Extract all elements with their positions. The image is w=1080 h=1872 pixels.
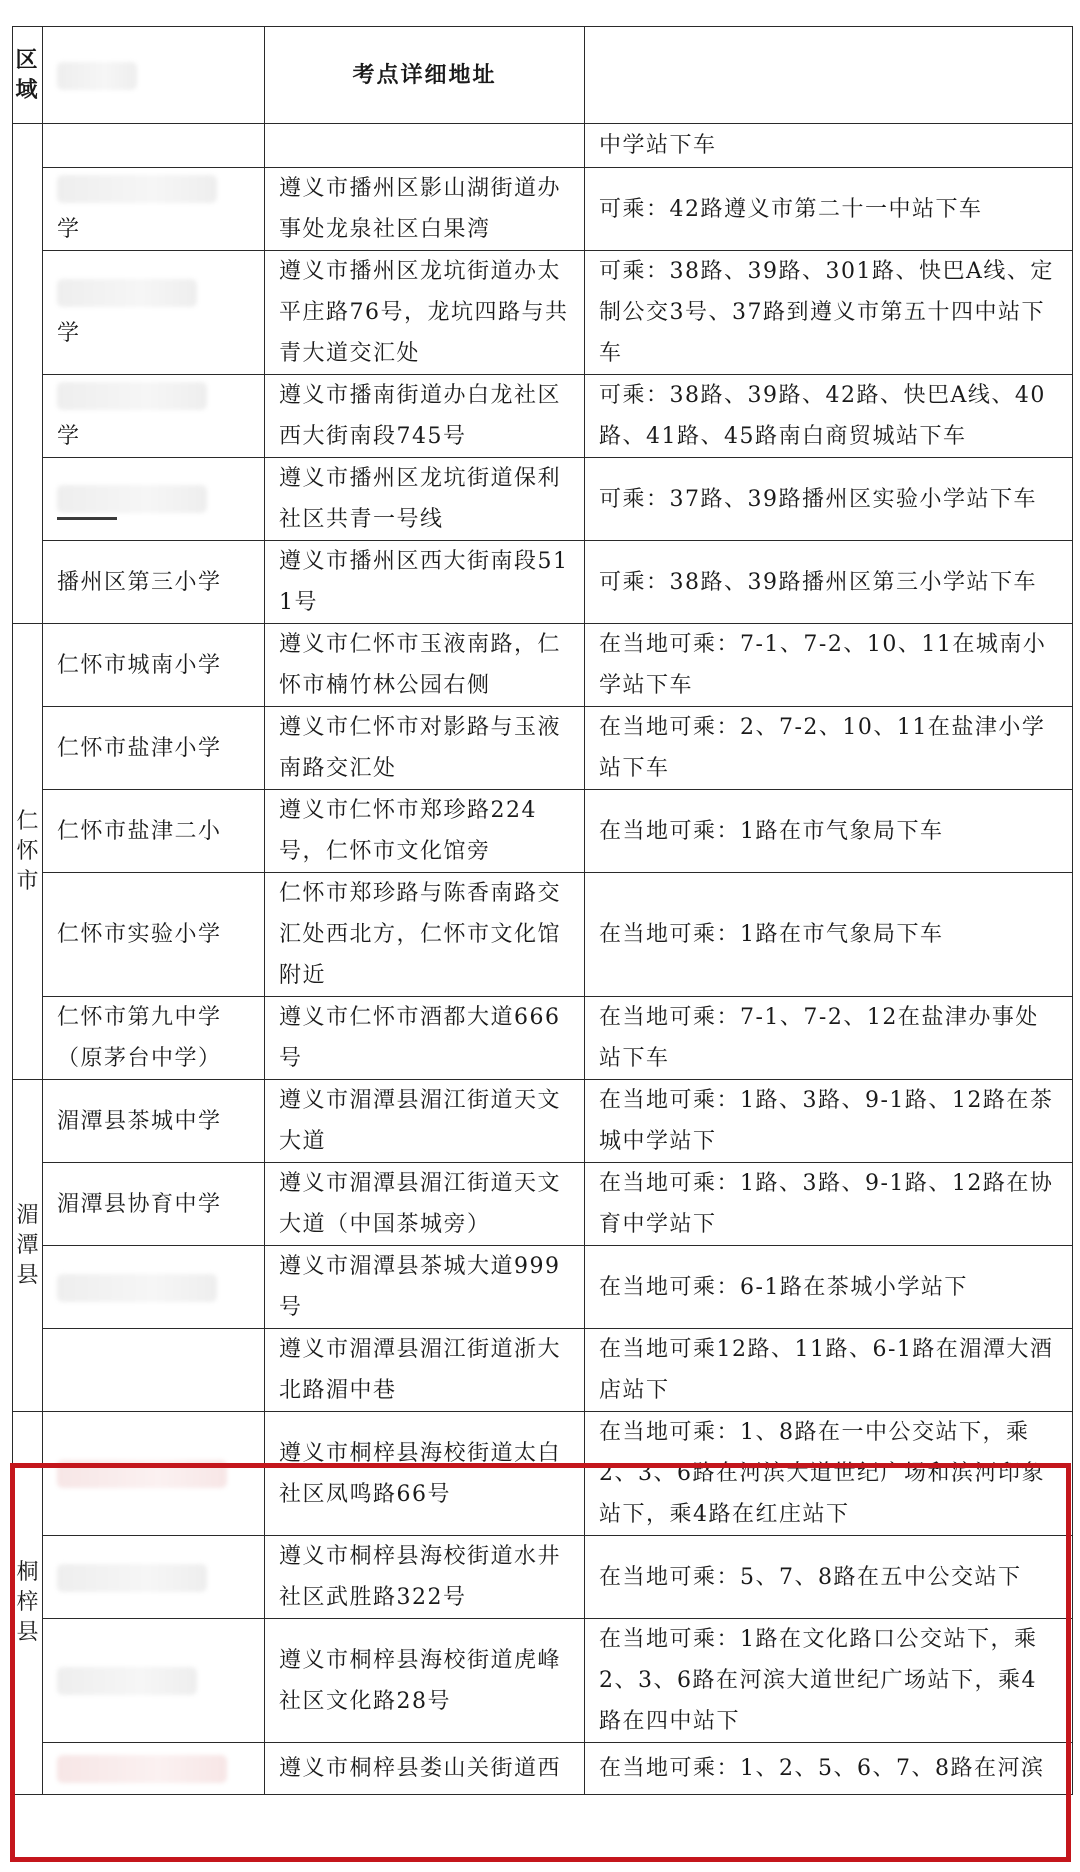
school-name: 湄潭县协育中学 (43, 1163, 265, 1246)
transit-info: 在当地可乘：5、7、8路在五中公交站下 (585, 1536, 1073, 1619)
school-name: 播州区第三小学 (43, 541, 265, 624)
school-name: 学 (43, 251, 265, 375)
school-name (43, 1536, 265, 1619)
school-name (43, 1412, 265, 1536)
school-header-blurred (43, 27, 265, 124)
transit-info: 在当地可乘：1路在市气象局下车 (585, 790, 1073, 873)
venue-address: 遵义市桐梓县娄山关街道西 (265, 1743, 585, 1795)
table-row (13, 873, 1073, 997)
table-row (13, 124, 1073, 168)
transit-info: 在当地可乘：1、2、5、6、7、8路在河滨 (585, 1743, 1073, 1795)
table-row (13, 1412, 1073, 1536)
exam-venue-table-page (12, 26, 1072, 1795)
venue-address: 遵义市播州区西大街南段511号 (265, 541, 585, 624)
venue-address: 遵义市仁怀市酒都大道666号 (265, 997, 585, 1080)
exam-venue-table (12, 26, 1073, 1795)
school-name: 仁怀市第九中学（原茅台中学） (43, 997, 265, 1080)
school-name: 湄潭县茶城中学 (43, 1080, 265, 1163)
venue-address: 遵义市播州区影山湖街道办事处龙泉社区白果湾 (265, 168, 585, 251)
school-name: 学 (43, 375, 265, 458)
venue-address: 遵义市湄潭县湄江街道天文大道（中国茶城旁） (265, 1163, 585, 1246)
school-name (43, 458, 265, 541)
transit-info: 可乘：38路、39路、301路、快巴A线、定制公交3号、37路到遵义市第五十四中站下车 (585, 251, 1073, 375)
transit-info: 在当地可乘：1、8路在一中公交站下，乘2、3、6路在河滨大道世纪广场和滨河印象站下，乘4路在红庄站下 (585, 1412, 1073, 1536)
venue-address: 遵义市湄潭县湄江街道浙大北路湄中巷 (265, 1329, 585, 1412)
venue-address: 遵义市桐梓县海校街道太白社区凤鸣路66号 (265, 1412, 585, 1536)
transit-info: 在当地可乘：6-1路在茶城小学站下 (585, 1246, 1073, 1329)
table-row (13, 1080, 1073, 1163)
venue-address: 仁怀市郑珍路与陈香南路交汇处西北方，仁怀市文化馆附近 (265, 873, 585, 997)
table-header-row (13, 27, 1073, 124)
venue-address: 遵义市仁怀市郑珍路224号，仁怀市文化馆旁 (265, 790, 585, 873)
transit-info: 可乘：38路、39路播州区第三小学站下车 (585, 541, 1073, 624)
school-name (43, 1246, 265, 1329)
region-header: 区域 (13, 27, 43, 124)
region-cell-bozhou (13, 124, 43, 624)
table-row (13, 541, 1073, 624)
table-row (13, 375, 1073, 458)
transit-info: 在当地可乘：7-1、7-2、10、11在城南小学站下车 (585, 624, 1073, 707)
table-row (13, 624, 1073, 707)
transit-header-blurred (585, 27, 1073, 124)
transit-info: 在当地可乘：7-1、7-2、12在盐津办事处站下车 (585, 997, 1073, 1080)
school-name: 仁怀市盐津二小 (43, 790, 265, 873)
table-row (13, 1743, 1073, 1795)
venue-address: 遵义市湄潭县茶城大道999号 (265, 1246, 585, 1329)
table-row (13, 1246, 1073, 1329)
transit-info: 可乘：37路、39路播州区实验小学站下车 (585, 458, 1073, 541)
region-cell-renhuai: 仁怀市 (13, 624, 43, 1080)
venue-address: 遵义市播州区龙坑街道办太平庄路76号，龙坑四路与共青大道交汇处 (265, 251, 585, 375)
school-name: 仁怀市盐津小学 (43, 707, 265, 790)
transit-info: 在当地可乘：1路在市气象局下车 (585, 873, 1073, 997)
table-row (13, 997, 1073, 1080)
transit-info: 可乘：38路、39路、42路、快巴A线、40路、41路、45路南白商贸城站下车 (585, 375, 1073, 458)
school-name (43, 1329, 265, 1412)
address-header: 考点详细地址 (265, 27, 585, 124)
transit-info: 在当地可乘：1路、3路、9-1路、12路在协育中学站下 (585, 1163, 1073, 1246)
table-row (13, 458, 1073, 541)
transit-info: 在当地可乘：1路在文化路口公交站下，乘2、3、6路在河滨大道世纪广场站下，乘4路在四中站下 (585, 1619, 1073, 1743)
venue-address: 遵义市播州区龙坑街道保利社区共青一号线 (265, 458, 585, 541)
table-row (13, 707, 1073, 790)
transit-info: 在当地可乘：1路、3路、9-1路、12路在茶城中学站下 (585, 1080, 1073, 1163)
venue-address: 遵义市播南街道办白龙社区西大街南段745号 (265, 375, 585, 458)
venue-address (265, 124, 585, 168)
venue-address: 遵义市仁怀市玉液南路，仁怀市楠竹林公园右侧 (265, 624, 585, 707)
region-cell-meitan: 湄潭县 (13, 1080, 43, 1412)
school-name: 学 (43, 168, 265, 251)
transit-info: 在当地可乘：2、7-2、10、11在盐津小学站下车 (585, 707, 1073, 790)
school-name: 仁怀市实验小学 (43, 873, 265, 997)
venue-address: 遵义市仁怀市对影路与玉液南路交汇处 (265, 707, 585, 790)
transit-info: 可乘：42路遵义市第二十一中站下车 (585, 168, 1073, 251)
school-name (43, 1619, 265, 1743)
table-row (13, 251, 1073, 375)
table-row (13, 1536, 1073, 1619)
school-name: 仁怀市城南小学 (43, 624, 265, 707)
table-row (13, 1329, 1073, 1412)
venue-address: 遵义市湄潭县湄江街道天文大道 (265, 1080, 585, 1163)
table-row (13, 790, 1073, 873)
table-row (13, 1163, 1073, 1246)
region-cell-tongzi: 桐梓县 (13, 1412, 43, 1795)
table-row (13, 168, 1073, 251)
transit-info: 在当地可乘12路、11路、6-1路在湄潭大酒店站下 (585, 1329, 1073, 1412)
school-name (43, 1743, 265, 1795)
venue-address: 遵义市桐梓县海校街道虎峰社区文化路28号 (265, 1619, 585, 1743)
venue-address: 遵义市桐梓县海校街道水井社区武胜路322号 (265, 1536, 585, 1619)
school-name (43, 124, 265, 168)
table-row (13, 1619, 1073, 1743)
transit-info: 中学站下车 (585, 124, 1073, 168)
